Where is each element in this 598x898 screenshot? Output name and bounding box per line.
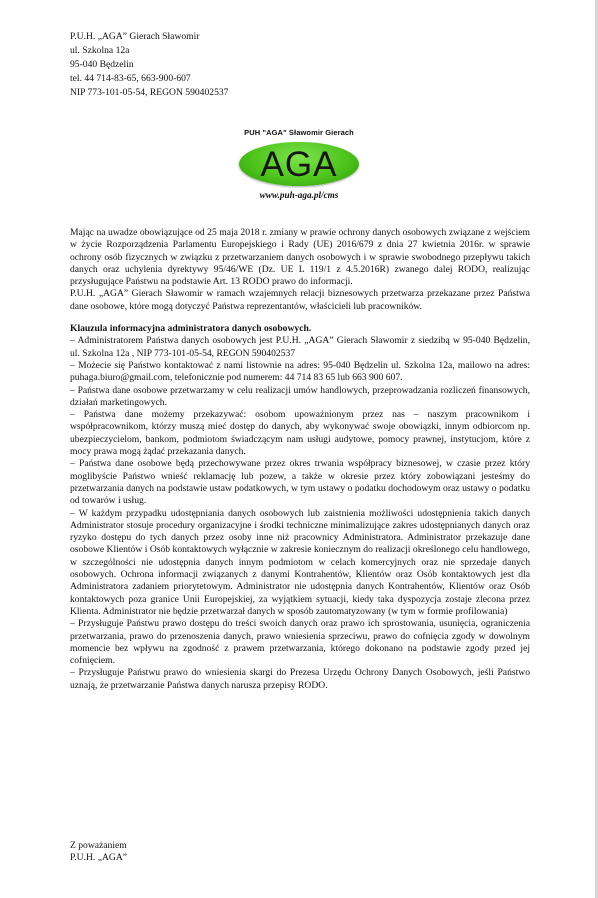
logo-oval xyxy=(239,142,359,186)
clause-item: – Przysługuje Państwu prawo do wniesienia skargi do Prezesa Urzędu Ochrony Danych Osobowych, jeśli Państwo uznają, że przetwarzanie Państwa danych narusza przepisy RODO. xyxy=(70,667,530,691)
company-city: 95-040 Będzelin xyxy=(70,59,134,70)
clause-item: – Państwa dane osobowe przetwarzamy w celu realizacji umów handlowych, przeprowadzania rozliczeń finansowych, działań marketingowych. xyxy=(70,384,530,408)
clause-item: – Administratorem Państwa danych osobowych jest P.U.H. „AGA” Gierach Sławomir z siedzibą w 95-040 Będzelin, ul. Szkolna 12a , NIP 773-101-05-54, REGON 590402537 xyxy=(70,335,530,359)
clause-title: Klauzula informacyjna administratora danych osobowych. xyxy=(70,323,312,335)
clause-item: – Możecie się Państwo kontaktować z nami listownie na adres: 95-040 Będzelin ul. Szkolna 12a, mailowo na adres: puhaga.biuro@gmail.com, telefonicznie pod numerem: 44 714 83 65 lub 663 900 607. xyxy=(70,359,530,384)
closing xyxy=(70,840,127,865)
intro-paragraph: Mając na uwadze obowiązujące od 25 maja 2018 r. zmiany w prawie ochrony danych osobowych związane z wejściem w życie Rozporządzenia Parlamentu Europejskiego i Rady (UE) 2016/679 z dnia 27 kwietnia 2016r. w sprawie ochrony osób fizycznych w związku z przetwarzaniem danych osobowych i w sprawie swobodnego przepływu takich danych oraz uchylenia dyrektywy 95/46/WE (Dz. UE L 119/1 z 4.5.2016R) zwanego dalej RODO, realizując przysługujące Państwu na podstawie Art. 13 RODO prawo do informacji. xyxy=(70,227,530,288)
company-logo xyxy=(0,128,598,200)
clause-item: – Przysługuje Państwu prawo dostępu do treści swoich danych oraz prawo ich sprostowania, usunięcia, ograniczenia przetwarzania, prawo do przenoszenia danych, prawo wniesienia sprzeciwu, prawo do cofnięcia zgody w dowolnym momencie bez wpływu na zgodność z prawem przetwarzania, którego dokonano na podstawie zgody przed jej cofnięciem. xyxy=(70,618,530,667)
logo-top-text: PUH "AGA" Sławomir Gierach xyxy=(244,128,354,137)
clause-item: – W każdym przypadku udostępniania danych osobowych lub zaistnienia możliwości udostępnienia takich danych Administrator stosuje procedury organizacyjne i środki techniczne minimalizujące zakres udostępnianych danych oraz ryzyko dostępu do tych danych przez osoby inne niż pracownicy Administratora. Administrator przekazuje dane osobowe Klientów i Osób kontaktowych wyłącznie w zakresie koniecznym do realizacji określonego celu handlowego, w szczególności nie udostępnia danych innym podmiotom w celach komercyjnych oraz nie sprzedaje danych osobowych. Ochrona informacji związanych z danymi Kontrahentów, Klientów oraz Osób kontaktowych jest dla Administratora zadaniem priorytetowym. Administrator nie udostępnia danych Kontrahentów, Klientów oraz Osób kontaktowych poza granice Unii Europejskiej, za wyjątkiem sytuacji, kiedy taka dyspozycja zostaje zlecona przez Klienta. Administrator nie będzie przetwarzał danych w sposób zautomatyzowany (w tym w formie profilowania) xyxy=(70,507,530,617)
logo-url: www.puh-aga.pl/cms xyxy=(259,190,339,200)
closing-signature: P.U.H. „AGA” xyxy=(70,852,128,864)
logo-main-text: AGA xyxy=(260,144,338,184)
company-name: P.U.H. „AGA” Gierach Sławomir xyxy=(70,31,200,42)
section-gap xyxy=(70,313,530,323)
document-body xyxy=(70,227,530,692)
company-header xyxy=(70,30,228,100)
company-street: ul. Szkolna 12a xyxy=(70,45,130,56)
intro-paragraph: P.U.H. „AGA” Gierach Sławomir w ramach wzajemnych relacji biznesowych przetwarza przekazane przez Państwa dane osobowe, które mogą dotyczyć Państwa reprezentantów, właścicieli lub pracowników. xyxy=(70,288,530,312)
closing-greeting: Z poważaniem xyxy=(70,840,127,851)
clause-item: – Państwa dane osobowe będą przechowywane przez okres trwania współpracy biznesowej, w czasie przez który moglibyście Państwo wnieść reklamację lub pozew, a także w okresie przez który zobowiązani jesteśmy do przetwarzania danych na podstawie ustaw podatkowych, w tym ustawy o podatku dochodowym oraz ustawy o podatku od towarów i usług. xyxy=(70,458,530,507)
company-phone: tel. 44 714-83-65, 663-900-607 xyxy=(70,73,191,84)
clause-item: – Państwa dane możemy przekazywać: osobom upoważnionym przez nas – naszym pracownikom i współpracownikom, którzy muszą mieć dostęp do danych, aby wykonywać swoje obowiązki, innym odbiorcom np. ubezpieczycielom, bankom, podmiotom świadczącym nam usługi audytowe, pomocy prawnej, instytucjom, które z mocy prawa mogą żądać przekazania danych. xyxy=(70,409,530,458)
company-nip-regon: NIP 773-101-05-54, REGON 590402537 xyxy=(70,87,229,98)
